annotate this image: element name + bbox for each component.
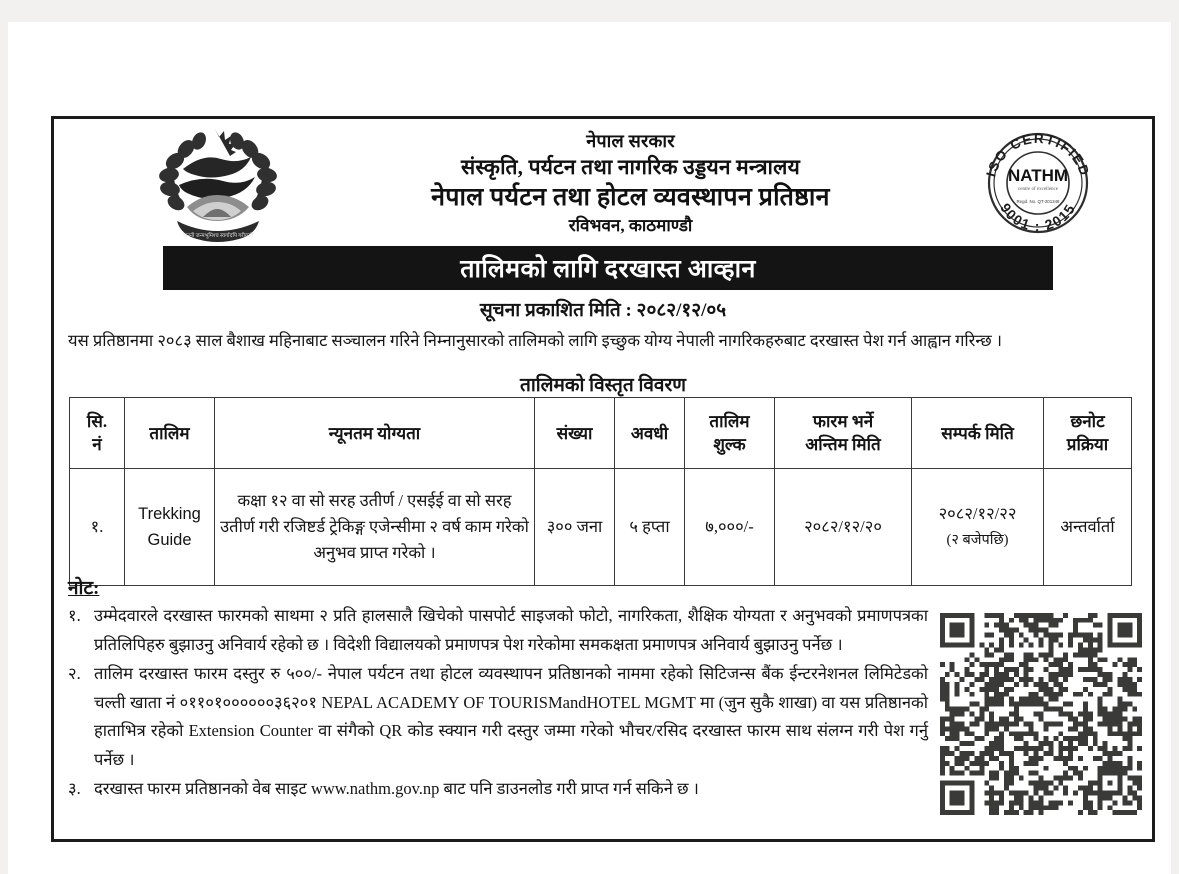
- th-last-date: फारम भर्ने अन्तिम मिति: [775, 398, 912, 469]
- svg-text:centre of excellence: centre of excellence: [1018, 187, 1058, 192]
- notice-banner-title: तालिमको लागि दरखास्त आव्हान: [163, 246, 1053, 290]
- note-item: [68, 602, 928, 659]
- cell-last-date: २०८२/१२/२०: [775, 469, 912, 586]
- note-text: दरखास्त फारम प्रतिष्ठानको वेब साइट www.nathm.gov.np बाट पनि डाउनलोड गरी प्राप्त गर्न सकिने छ ।: [94, 779, 699, 798]
- training-detail-table-wrap: [69, 397, 1131, 586]
- th-qualification: न्यूनतम योग्यता: [215, 398, 535, 469]
- nepal-government-emblem-icon: [153, 125, 283, 243]
- note-item: [68, 660, 928, 774]
- table-caption: तालिमको विस्तृत विवरण: [519, 375, 687, 396]
- cell-fee: ७,०००/-: [685, 469, 775, 586]
- organization-title-block: [284, 129, 977, 238]
- note-text: उम्मेदवारले दरखास्त फारमको साथमा २ प्रति हालसालै खिचेको पासपोर्ट साइजको फोटो, नागरिकता, शैक्षिक योग्यता र अनुभवको प्रमाणपत्रका प्रतिलिपिहरु बुझाउनु अनिवार्य रहेको छ । विदेशी विद्यालयको प्रमाणपत्र पेश गरेकोमा समकक्षता प्रमाणपत्र अनिवार्य बुझाउनु पर्नेछ ।: [94, 606, 928, 654]
- svg-text:9001 : 2015: 9001 : 2015: [997, 200, 1079, 234]
- address-line: रविभवन, काठमाण्डौ: [568, 216, 693, 235]
- govt-line: नेपाल सरकार: [586, 131, 675, 151]
- svg-text:ISO CERTIFIED: ISO CERTIFIED: [983, 130, 1093, 179]
- cell-selection: अन्तर्वार्ता: [1044, 469, 1132, 586]
- contact-date-value: २०८२/१२/२२: [938, 504, 1017, 523]
- th-seats: संख्या: [535, 398, 615, 469]
- cell-qualification: कक्षा १२ वा सो सरह उतीर्ण / एसईई वा सो सरह उतीर्ण गरी रजिष्टर्ड ट्रेकिङ्ग एजेन्सीमा २ वर्ष काम गरेको अनुभव प्राप्त गरेको ।: [215, 469, 535, 586]
- svg-text:Regd. No. QT-201348: Regd. No. QT-201348: [1016, 199, 1060, 204]
- note-number: १.: [68, 606, 81, 625]
- notes-section: [68, 574, 928, 804]
- note-item: [68, 775, 928, 804]
- contact-date-note: (२ बजेपछि): [946, 532, 1009, 548]
- cell-seats: ३०० जना: [535, 469, 615, 586]
- iso-certified-seal-icon: [982, 127, 1094, 239]
- th-duration: अवधी: [615, 398, 685, 469]
- notes-heading: नोट:: [68, 578, 100, 599]
- note-text: तालिम दरखास्त फारम दस्तुर रु ५००/- नेपाल पर्यटन तथा होटल व्यवस्थापन प्रतिष्ठानको नाममा रहेको सिटिजन्स बैंक ईन्टरनेशनल लिमिटेडको चल्ती खाता नं ०११०१००००००३६२०१ NEPAL ACADEMY OF TOURISMandHOTEL MGMT मा (जुन सुकै शाखा) वा यस प्रतिष्ठानको हाताभित्र रहेको Extension Counter वा संगैको QR कोड स्क्यान गरी दस्तुर जम्मा गरेको भौचर/रसिद दरखास्त फारम साथ संलग्न गरी पेश गर्नु पर्नेछ ।: [94, 664, 928, 769]
- table-row: [70, 469, 1132, 586]
- note-number: २.: [68, 664, 81, 683]
- note-number: ३.: [68, 779, 81, 798]
- training-detail-table: [69, 397, 1132, 586]
- th-contact-date: सम्पर्क मिति: [912, 398, 1044, 469]
- document-paper: [8, 22, 1171, 874]
- academy-line: नेपाल पर्यटन तथा होटल व्यवस्थापन प्रतिष्ठान: [431, 184, 830, 211]
- notice-frame: [51, 116, 1155, 842]
- th-training: तालिम: [125, 398, 215, 469]
- table-header-row: [70, 398, 1132, 469]
- notice-header: [54, 119, 1152, 241]
- th-fee: तालिम शुल्क: [685, 398, 775, 469]
- cell-serial: १.: [70, 469, 125, 586]
- published-date: सूचना प्रकाशित मिति : २०८२/१२/०५: [479, 300, 727, 321]
- ministry-line: संस्कृति, पर्यटन तथा नागरिक उड्डयन मन्त्रालय: [460, 155, 800, 179]
- svg-text:NATHM: NATHM: [1007, 166, 1069, 185]
- cell-training-name: Trekking Guide: [125, 469, 215, 586]
- cell-contact-date: [912, 469, 1044, 586]
- th-serial: सि. नं: [70, 398, 125, 469]
- intro-paragraph: यस प्रतिष्ठानमा २०८३ साल बैशाख महिनाबाट सञ्चालन गरिने निम्नानुसारको तालिमको लागि इच्छुक योग्य नेपाली नागरिकहरुबाट दरखास्त पेश गर्न आह्वान गरिन्छ ।: [68, 331, 1003, 350]
- th-selection: छनोट प्रक्रिया: [1044, 398, 1132, 469]
- cell-duration: ५ हप्ता: [615, 469, 685, 586]
- payment-qr-code: [929, 603, 1153, 825]
- svg-text:जननी जन्मभूमिश्च स्वर्गादपि गर: जननी जन्मभूमिश्च स्वर्गादपि गरीयसी: [182, 233, 254, 239]
